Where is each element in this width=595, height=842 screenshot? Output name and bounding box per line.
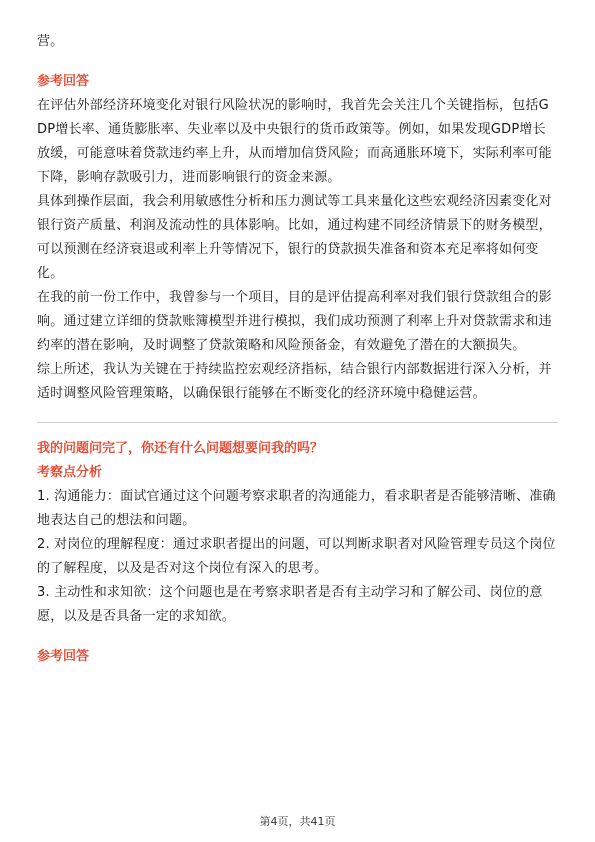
answer-paragraph: 综上所述，我认为关键在于持续监控宏观经济指标，结合银行内部数据进行深入分析，并适时调整风险管理策略，以确保银行能够在不断变化的经济环境中稳健运营。 [37,362,552,401]
section-divider [37,422,558,423]
answer-paragraph: 具体到操作层面，我会利用敏感性分析和压力测试等工具来量化这些宏观经济因素变化对银行资产质量、利润及流动性的具体影响。比如，通过构建不同经济情景下的财务模型，可以预测在经济衰退或利率上升等情况下，银行的贷款损失准备和资本充足率将如何变化。 [37,194,552,281]
page-number: 第4页，共41页 [259,815,336,828]
spacer [37,54,558,70]
spacer [37,629,558,645]
answer-paragraph: 在我的前一份工作中，我曾参与一个项目，目的是评估提高利率对我们银行贷款组合的影响。通过建立详细的贷款账簿模型并进行模拟，我们成功预测了利率上升对贷款需求和违约率的潜在影响，及时调整了贷款策略和风险预备金，有效避免了潜在的大额损失。 [37,290,552,353]
analysis-heading: 考察点分析 [37,465,103,480]
page-content [37,30,558,669]
top-fragment-text: 营。 [37,34,64,49]
question-heading: 我的问题问完了，你还有什么问题想要问我的吗？ [37,441,324,456]
reference-answer-heading: 参考回答 [37,649,90,664]
reference-answer-heading: 参考回答 [37,74,90,89]
analysis-point: 1. 沟通能力：面试官通过这个问题考察求职者的沟通能力，看求职者是否能够清晰、准确地表达自己的想法和问题。 [37,489,556,528]
answer-paragraph: 在评估外部经济环境变化对银行风险状况的影响时，我首先会关注几个关键指标，包括GDP增长率、通货膨胀率、失业率以及中央银行的货币政策等。例如，如果发现GDP增长放缓，可能意味着贷款违约率上升，从而增加信贷风险；而高通胀环境下，实际利率可能下降，影响存款吸引力，进而影响银行的资金来源。 [37,98,552,185]
analysis-point: 3. 主动性和求知欲：这个问题也是在考察求职者是否有主动学习和了解公司、岗位的意愿，以及是否具备一定的求知欲。 [37,585,543,624]
analysis-point: 2. 对岗位的理解程度：通过求职者提出的问题，可以判断求职者对风险管理专员这个岗位的了解程度，以及是否对这个岗位有深入的思考。 [37,537,556,576]
